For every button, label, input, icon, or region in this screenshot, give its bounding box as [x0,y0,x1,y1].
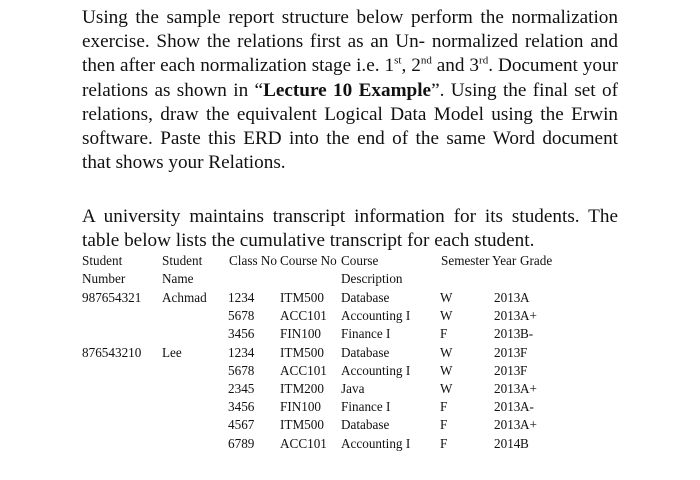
instructions-paragraph [82,6,618,175]
instructions-line: Using the sample report structure below perform the [82,7,504,28]
cell-grade: A+ [520,308,537,324]
cell-course-description: Database [341,290,390,305]
cell-course-description: Finance I [341,399,391,415]
cell-course-no: ITM500 [280,417,324,433]
cell-grade: B [520,435,529,451]
cell-course-no: FIN100 [280,399,322,415]
header-student-number: Student [82,253,123,268]
cell-semester: W [440,362,453,378]
header-year: Year [492,253,517,268]
cell-semester: W [440,308,453,324]
header-class-no: Class No [229,253,277,268]
cell-grade: A+ [520,417,537,433]
cell-year: 2013 [494,344,521,360]
cell-semester: F [440,417,448,433]
instructions-line: your Relations. [168,152,286,174]
header-student-name: Student [162,253,203,268]
cell-course-description: Finance I [341,326,391,342]
table-row [82,380,618,398]
cell-course-no: ITM500 [280,344,324,360]
cell-semester: F [440,326,448,342]
header-course-description-2: Description [341,271,403,286]
instructions-line: equivalent Logical Data Model using the Erwin software. Paste [82,103,619,150]
cell-year: 2013 [494,399,521,415]
table-row [82,307,618,325]
header-semester: Semester [441,253,490,268]
table-row [82,325,618,343]
header-student-number-2: Number [82,271,126,286]
lecture-reference: Lecture [263,79,327,101]
cell-student-name: Lee [162,344,182,360]
cell-semester: F [440,399,448,415]
cell-class-no: 4567 [228,417,255,433]
cell-student-number: 876543210 [82,344,142,360]
cell-course-no: ACC101 [280,362,327,378]
cell-course-description: Accounting I [341,362,411,378]
intro-line: A university maintains transcript information for its students. [82,206,580,227]
cell-semester: W [440,380,453,396]
cell-year: 2013 [494,417,521,433]
instructions-line: . Document your relations as shown in “ [82,55,619,101]
cell-year: 2013 [494,290,521,305]
cell-course-no: ACC101 [280,308,327,324]
cell-class-no: 5678 [228,308,255,324]
cell-grade: A+ [520,380,537,396]
cell-class-no: 1234 [228,290,255,305]
table-row [82,416,618,434]
cell-year: 2013 [494,362,521,378]
header-course-no: Course No [280,253,337,268]
cell-year: 2014 [494,435,521,451]
cell-course-description: Database [341,344,390,360]
table-row [82,435,618,453]
cell-student-number: 987654321 [82,290,142,305]
table-row [82,398,618,416]
cell-grade: A- [520,399,534,415]
instructions-line: normalized relation and then after each normalization stage i.e. [82,31,618,77]
ordinal-first: 1 [384,55,395,77]
cell-course-no: ACC101 [280,435,327,451]
transcript-table [82,252,618,453]
cell-class-no: 3456 [228,326,255,342]
ordinal-third: and 3 [431,55,480,77]
header-grade: Grade [520,253,553,268]
header-student-name-2: Name [162,271,194,286]
ordinal-first-suffix: st [394,55,402,68]
cell-course-description: Accounting I [341,435,411,451]
table-row [82,344,618,362]
instructions-line: normalization exercise. Show the relations first as an Un- [82,7,618,53]
cell-course-no: ITM500 [280,290,324,305]
ordinal-second: , 2 [401,55,421,77]
instructions-line: this ERD into the end of the same Word document that shows [82,128,618,174]
cell-grade: F [520,362,528,378]
cell-year: 2013 [494,326,521,342]
cell-student-name: Achmad [162,290,207,305]
cell-semester: W [440,290,453,305]
cell-course-description: Accounting I [341,308,411,324]
header-course-description: Course [341,253,379,268]
instructions-line: ”. Using the final set of relations, draw the [82,79,618,125]
cell-course-description: Java [341,380,365,396]
intro-paragraph [82,205,618,253]
lecture-reference-cont: 10 Example [333,79,432,101]
cell-year: 2013 [494,308,521,324]
table-header-row-2 [82,270,618,288]
cell-course-no: FIN100 [280,326,322,342]
table-header-row [82,252,618,270]
cell-semester: W [440,344,453,360]
cell-class-no: 1234 [228,344,255,360]
table-row [82,289,618,307]
cell-grade: F [520,344,528,360]
table-body [82,289,618,453]
table-row [82,362,618,380]
cell-course-description: Database [341,417,390,433]
ordinal-second-suffix: nd [420,55,432,68]
cell-class-no: 5678 [228,362,255,378]
cell-semester: F [440,435,448,451]
cell-class-no: 2345 [228,380,255,396]
cell-course-no: ITM200 [280,380,324,396]
intro-line: The table below lists the cumulative transcript for each student. [82,206,618,252]
ordinal-third-suffix: rd [479,55,489,68]
cell-grade: B- [520,326,534,342]
cell-class-no: 3456 [228,399,255,415]
cell-year: 2013 [494,380,521,396]
cell-class-no: 6789 [228,435,255,451]
cell-grade: A [520,290,530,305]
